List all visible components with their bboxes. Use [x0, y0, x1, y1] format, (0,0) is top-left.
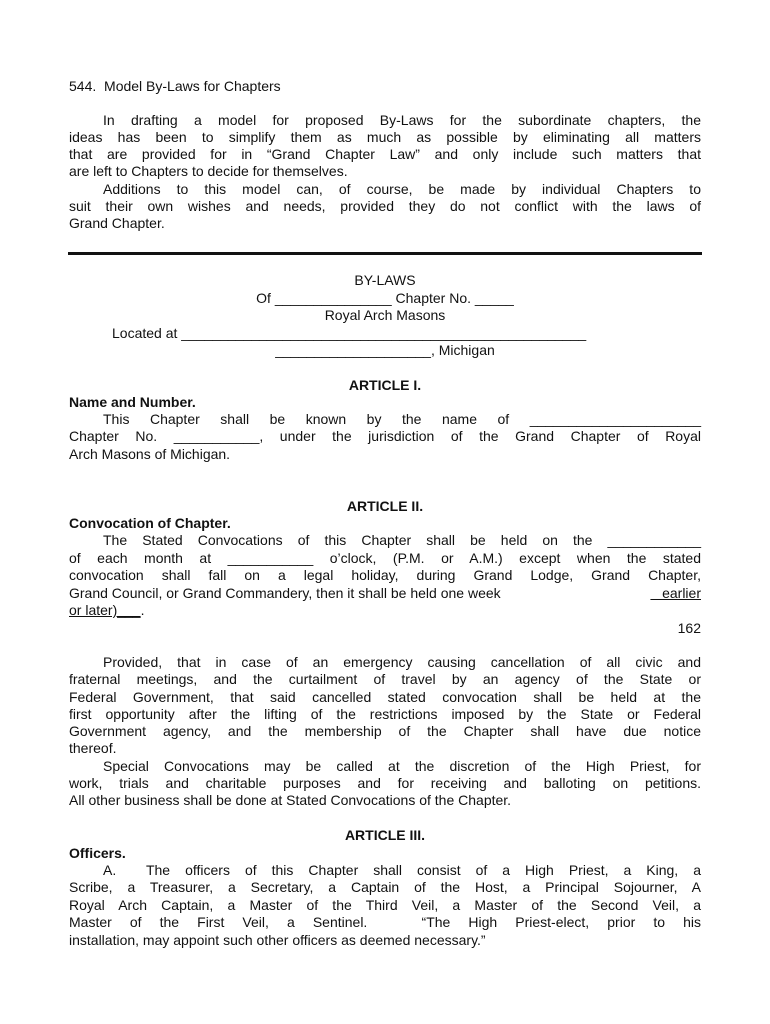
article-1-heading: ARTICLE I.: [348, 377, 422, 393]
provided-line: Government agency, and the membership of the Chapter shall have due notice: [69, 723, 701, 739]
article-3-subheading: Officers.: [69, 845, 126, 861]
intro-line: that are provided for in “Grand Chapter Law” and only include such matters that: [69, 146, 701, 162]
underlined-fill: earlier: [650, 585, 701, 601]
article-1-line: Chapter No. ___________, under the jurisdiction of the Grand Chapter of Royal: [69, 428, 701, 444]
special-line: work, trials and charitable purposes and for receiving and balloting on petitions.: [69, 775, 701, 791]
article-1-subheading: Name and Number.: [69, 394, 196, 410]
provided-line: Provided, that in case of an emergency causing cancellation of all civic and: [103, 654, 701, 670]
intro-line: In drafting a model for proposed By-Laws for the subordinate chapters, the: [103, 112, 701, 128]
intro-line: are left to Chapters to decide for themselves.: [69, 163, 348, 179]
intro-line: ideas has been to simplify them as much as possible by eliminating all matters: [69, 129, 701, 145]
divider: [68, 252, 702, 255]
bylaws-title: BY-LAWS: [354, 272, 416, 288]
provided-line: fraternal meetings, and the curtailment of travel by an agency of the State or: [69, 671, 701, 687]
article-2-line: The Stated Convocations of this Chapter shall be held on the ____________: [103, 532, 701, 548]
article-2-line: [69, 602, 701, 620]
provided-line: first opportunity after the lifting of the restrictions imposed by the State or Federal: [69, 706, 701, 722]
special-line: All other business shall be done at Stated Convocations of the Chapter.: [69, 792, 512, 808]
article-3-line: Master of the First Veil, a Sentinel. “The High Priest-elect, prior to his: [69, 914, 701, 930]
article-2-heading: ARTICLE II.: [346, 498, 424, 514]
underlined-fill: or later)___: [69, 602, 141, 618]
article-2-line: [69, 585, 701, 603]
article-3-line: A. The officers of this Chapter shall consist of a High Priest, a King, a: [103, 862, 701, 878]
article-1-line: This Chapter shall be known by the name of ______________________: [103, 411, 701, 427]
page-number: 162: [677, 620, 701, 636]
intro-line: suit their own wishes and needs, provided they do not conflict with the laws of: [69, 198, 701, 214]
chapter-name-line: Of _______________ Chapter No. _____: [256, 290, 514, 306]
located-at-line: Located at ____________________________________________________: [112, 325, 587, 341]
provided-line: Federal Government, that said cancelled stated convocation shall be held at the: [69, 689, 701, 705]
provided-line: thereof.: [69, 740, 117, 756]
line-end: .: [140, 602, 145, 618]
article-3-heading: ARTICLE III.: [344, 827, 426, 843]
michigan-line: ____________________, Michigan: [275, 342, 495, 358]
article-2-subheading: Convocation of Chapter.: [69, 515, 231, 531]
article-1-line: Arch Masons of Michigan.: [69, 446, 231, 462]
section-heading: 544. Model By-Laws for Chapters: [69, 78, 281, 94]
article-2-line: of each month at ___________ o’clock, (P.M. or A.M.) except when the stated: [69, 550, 701, 566]
article-3-line: Royal Arch Captain, a Master of the Third Veil, a Master of the Second Veil, a: [69, 897, 701, 913]
special-line: Special Convocations may be called at the discretion of the High Priest, for: [103, 758, 701, 774]
intro-line: Grand Chapter.: [69, 215, 165, 231]
article-3-line: Scribe, a Treasurer, a Secretary, a Captain of the Host, a Principal Sojourner, A: [69, 879, 701, 895]
article-2-line-text: Grand Council, or Grand Commandery, then it shall be held one week: [69, 585, 501, 601]
bylaws-subtitle: Royal Arch Masons: [324, 307, 446, 323]
article-3-line: installation, may appoint such other officers as deemed necessary.”: [69, 932, 486, 948]
intro-line: Additions to this model can, of course, be made by individual Chapters to: [103, 181, 701, 197]
article-2-line: convocation shall fall on a legal holiday, during Grand Lodge, Grand Chapter,: [69, 567, 701, 583]
